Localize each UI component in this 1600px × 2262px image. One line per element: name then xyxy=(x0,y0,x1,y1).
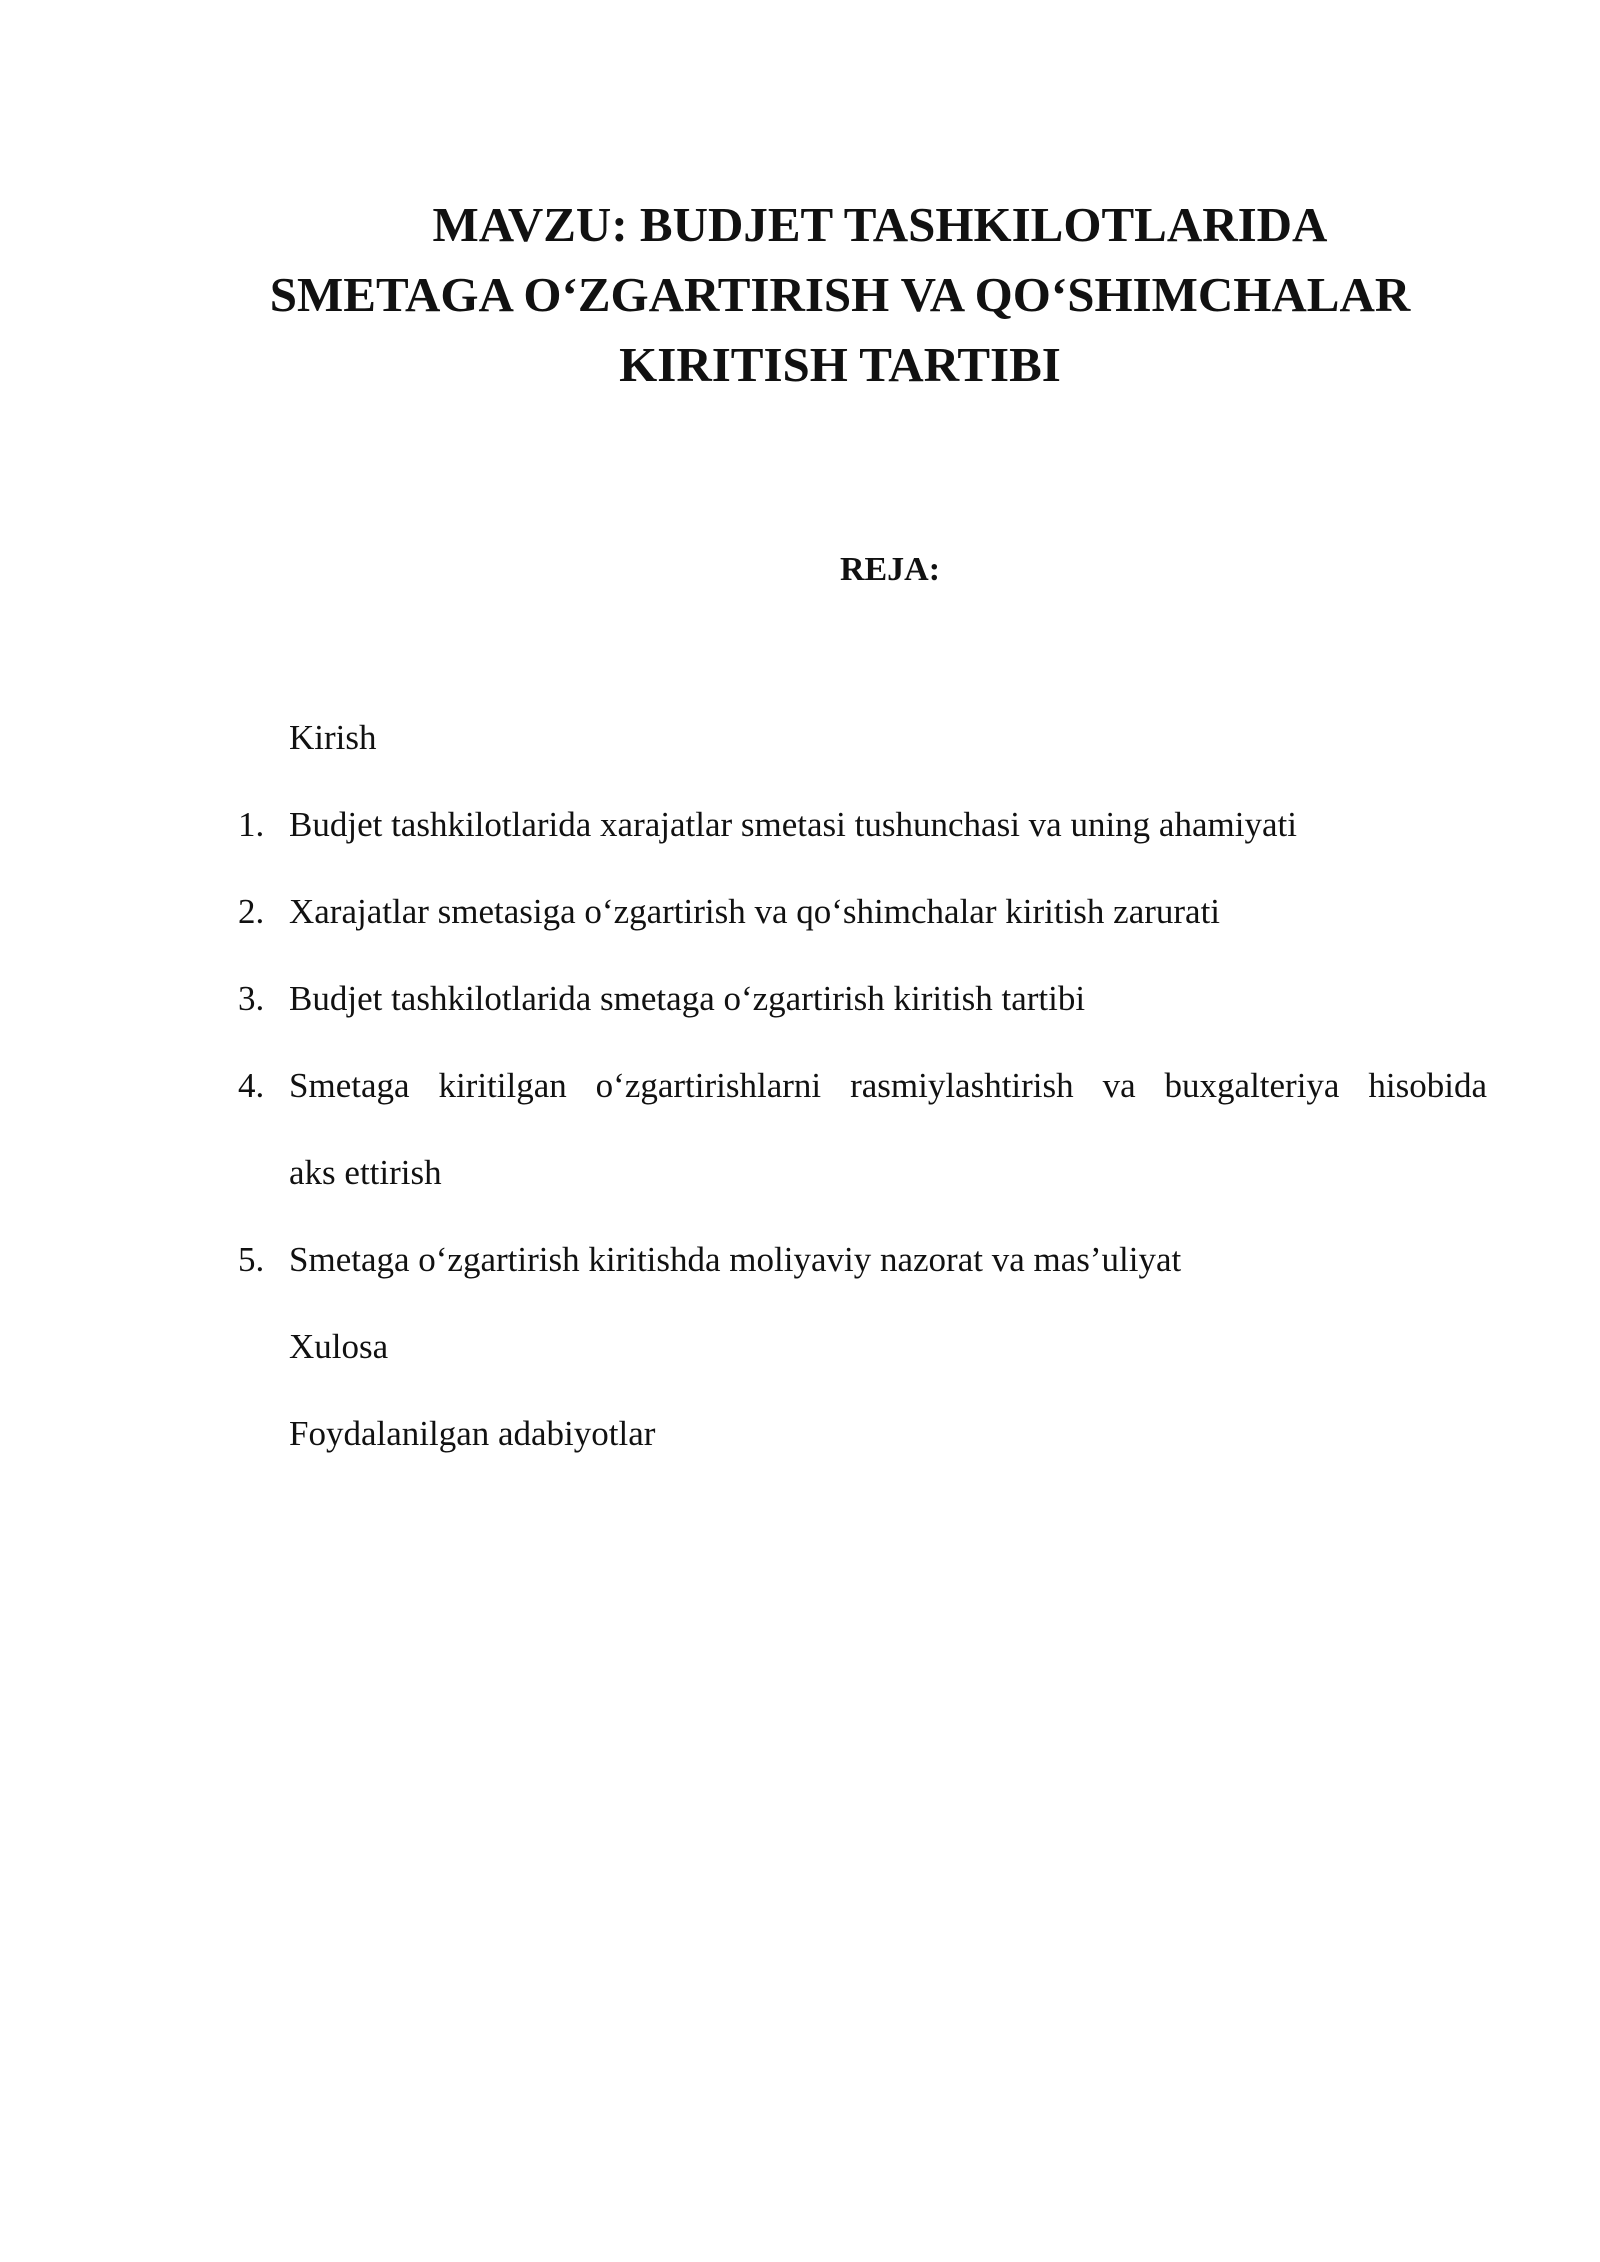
outline-item-text: Foydalanilgan adabiyotlar xyxy=(289,1414,656,1453)
outline-item-text: Smetaga kiritilgan o‘zgartirishlarni rasmiylashtirish va buxgalteriya hisobida xyxy=(289,1066,1487,1105)
title-line-3: KIRITISH TARTIBI xyxy=(619,337,1061,392)
document-title xyxy=(160,190,1520,400)
plan-heading: REJA: xyxy=(839,551,941,588)
outline-item-text: Kirish xyxy=(289,718,377,757)
outline-item-text: Budjet tashkilotlarida xarajatlar smetasi tushunchasi va uning ahamiyati xyxy=(289,805,1297,844)
outline-item-text: Budjet tashkilotlarida smetaga o‘zgartirish kiritish tartibi xyxy=(289,979,1086,1018)
outline-item-introduction xyxy=(0,694,1600,781)
title-line-1: MAVZU: BUDJET TASHKILOTLARIDA xyxy=(432,197,1328,252)
plan-outline xyxy=(0,694,1600,1477)
outline-item-2 xyxy=(0,868,1600,955)
outline-item-4 xyxy=(0,1042,1600,1129)
outline-item-text: Smetaga o‘zgartirish kiritishda moliyaviy nazorat va mas’uliyat xyxy=(289,1240,1182,1279)
outline-item-conclusion xyxy=(0,1303,1600,1390)
outline-item-references xyxy=(0,1390,1600,1477)
outline-item-number: 2. xyxy=(238,892,265,931)
outline-item-1 xyxy=(0,781,1600,868)
outline-item-text: Xarajatlar smetasiga o‘zgartirish va qo‘shimchalar kiritish zarurati xyxy=(289,892,1221,931)
outline-item-4-continued xyxy=(0,1129,1600,1216)
outline-item-number: 4. xyxy=(238,1066,265,1105)
title-line-2: SMETAGA O‘ZGARTIRISH VA QO‘SHIMCHALAR xyxy=(269,267,1411,322)
outline-item-text: Xulosa xyxy=(289,1327,389,1366)
outline-item-number: 1. xyxy=(238,805,265,844)
outline-item-number: 5. xyxy=(238,1240,265,1279)
outline-item-3 xyxy=(0,955,1600,1042)
outline-item-text: aks ettirish xyxy=(289,1153,442,1192)
outline-item-number: 3. xyxy=(238,979,265,1018)
outline-item-5 xyxy=(0,1216,1600,1303)
